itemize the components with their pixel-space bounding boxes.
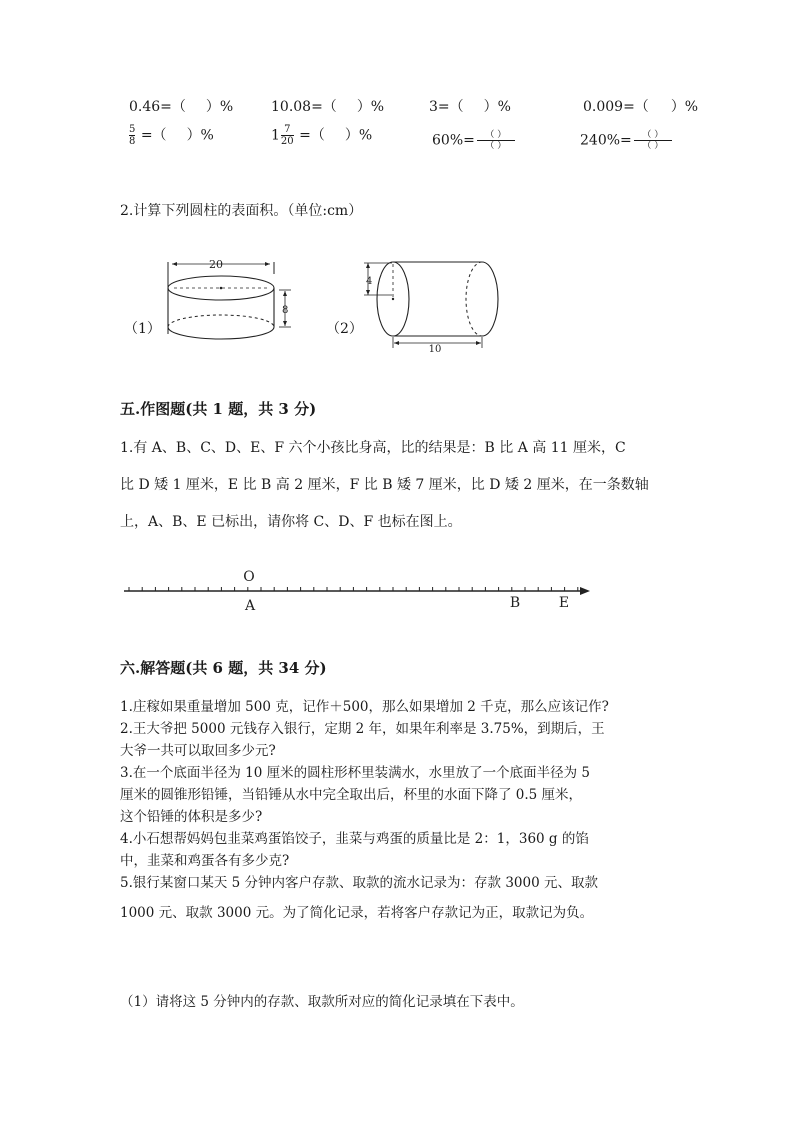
section-6-line-1: 1.庄稼如果重量增加 500 克，记作＋500，那么如果增加 2 千克，那么应该记作?	[120, 699, 609, 715]
conv-item-3: 3=（ ）%	[429, 99, 511, 115]
section-6-line-4: 3.在一个底面半径为 10 厘米的圆柱形杯里装满水，水里放了一个底面半径为 5	[120, 765, 591, 781]
conv-item-8: 240%= $\frac{( )}{( )}$	[580, 130, 672, 151]
cyl2-length-label: 10	[428, 344, 442, 354]
fraction-7-20: $\frac{7}{20}$	[280, 124, 294, 147]
section-6-line-9: 5.银行某窗口某天 5 分钟内客户存款、取款的流水记录为：存款 3000 元、取款	[120, 875, 598, 891]
section-5-heading: 五.作图题(共 1 题，共 3 分)	[120, 400, 317, 418]
cylinder-1-label: （1）	[124, 321, 161, 337]
blank-fraction: $\frac{( )}{( )}$	[634, 130, 672, 151]
origin-label: O	[243, 569, 255, 585]
section-6-line-8: 中，韭菜和鸡蛋各有多少克?	[120, 853, 290, 869]
section-6-line-5: 厘米的圆锥形铅锤，当铅锤从水中完全取出后，杯里的水面下降了 0.5 厘米，	[120, 787, 583, 803]
fraction-5-8: $\frac{5}{8}$	[129, 124, 136, 147]
conv-item-2: 10.08=（ ）%	[271, 99, 385, 115]
question-2-text: 2.计算下列圆柱的表面积。（单位:cm）	[120, 203, 363, 219]
cylinder-1-figure	[160, 254, 300, 349]
section-5-line-2: 比 D 矮 1 厘米，E 比 B 高 2 厘米，F 比 B 矮 7 厘米，比 D 矮 2 厘米，在一条数轴	[120, 477, 649, 493]
section-6-line-3: 大爷一共可以取回多少元?	[120, 743, 276, 759]
conv-item-5: $\frac{5}{8}$ =（ ）%	[129, 124, 214, 147]
section-6-line-2: 2.王大爷把 5000 元钱存入银行，定期 2 年，如果年利率是 3.75%，到期后，王	[120, 721, 605, 737]
point-e-label: E	[558, 595, 570, 611]
cyl2-diameter-label: 4	[366, 276, 373, 287]
section-6-heading: 六.解答题(共 6 题，共 34 分)	[120, 659, 327, 677]
point-b-label: B	[509, 595, 521, 611]
conv-item-1: 0.46=（ ）%	[129, 99, 234, 115]
blank-fraction: $\frac{( )}{( )}$	[477, 130, 515, 151]
cyl1-height-label: 8	[282, 305, 289, 316]
subquestion-1: （1）请将这 5 分钟内的存款、取款所对应的简化记录填在下表中。	[120, 994, 524, 1010]
conv-item-6: 1 $\frac{7}{20}$ =（ ）%	[271, 124, 373, 147]
section-5-line-1: 1.有 A、B、C、D、E、F 六个小孩比身高，比的结果是：B 比 A 高 11 厘米，C	[120, 440, 626, 456]
cyl1-diameter-label: 20	[209, 258, 223, 271]
conv-item-7: 60%= $\frac{( )}{( )}$	[432, 130, 515, 151]
cylinder-2-label: （2）	[326, 321, 363, 337]
conv-item-4: 0.009=（ ）%	[583, 99, 699, 115]
section-6-line-10: 1000 元、取款 3000 元。为了简化记录，若将客户存款记为正，取款记为负。	[120, 905, 594, 921]
section-6-line-6: 这个铅锤的体积是多少?	[120, 809, 263, 825]
cylinder-2-figure	[362, 254, 512, 354]
section-5-line-3: 上，A、B、E 已标出，请你将 C、D、F 也标在图上。	[120, 514, 462, 530]
number-line	[118, 562, 598, 618]
point-a-label: A	[244, 598, 256, 614]
section-6-line-7: 4.小石想帮妈妈包韭菜鸡蛋馅饺子，韭菜与鸡蛋的质量比是 2：1，360 g 的馅	[120, 831, 589, 847]
